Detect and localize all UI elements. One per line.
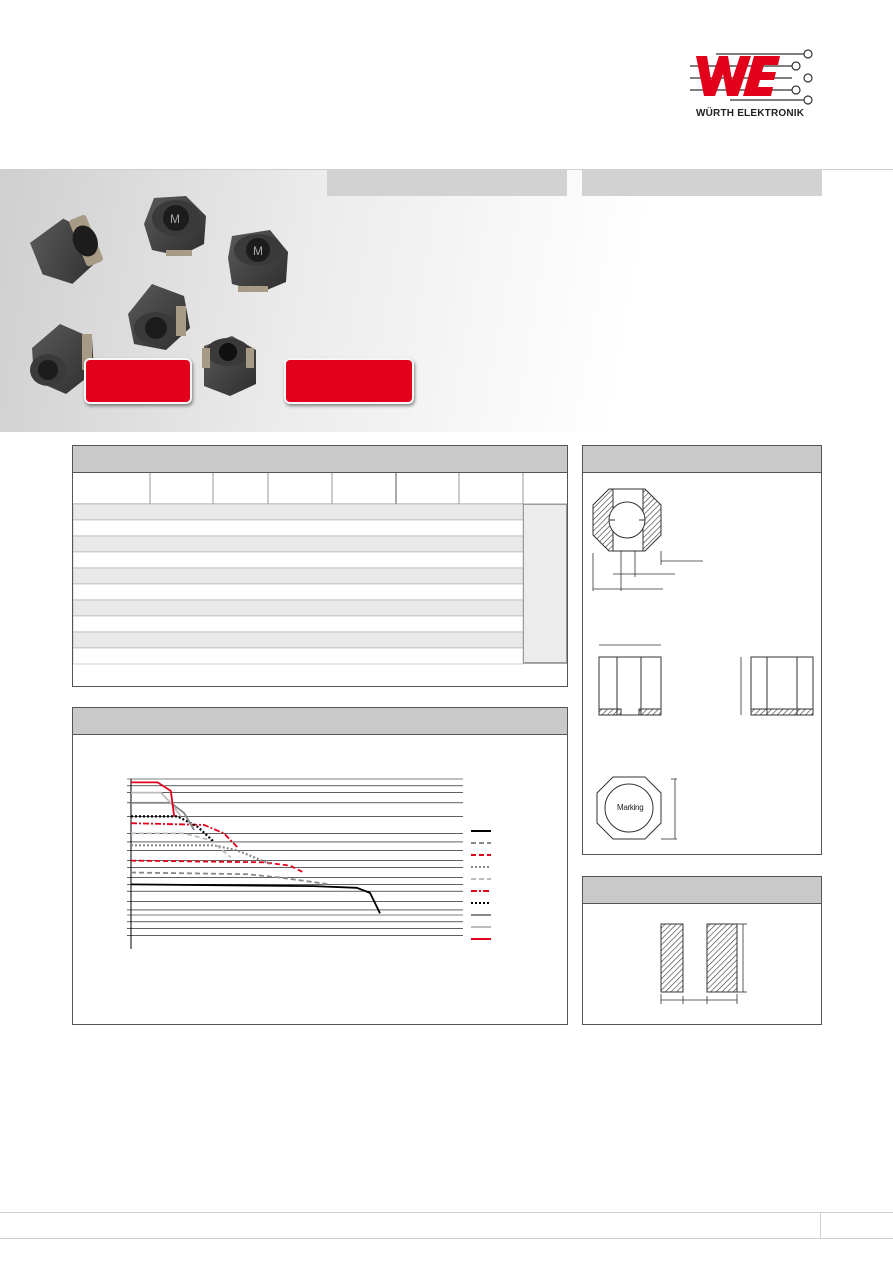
footer-bottom-divider [0,1238,893,1239]
table-row [73,648,523,664]
svg-text:M: M [170,212,180,226]
hero-tab-right [582,170,822,196]
hero-tab-left [327,170,567,196]
dimensions-header [583,446,821,473]
front-view-drawing [741,657,813,715]
table-row [73,520,523,536]
top-view-drawing [593,489,703,591]
land-pattern-drawing [583,904,821,1024]
chart-panel-header [73,708,567,735]
wurth-logo [676,46,824,122]
spec-table-header [73,446,567,473]
table-row [73,504,523,520]
table-row [73,616,523,632]
land-pattern-panel [582,876,822,1025]
series-line-7 [131,816,214,842]
we-logo-icon [676,46,824,106]
table-row [73,552,523,568]
table-row [73,632,523,648]
table-row [73,568,523,584]
series-line-3 [131,861,304,873]
series-line-6 [131,823,237,847]
hero-red-button-2[interactable] [284,358,414,404]
marking-label: Marking [617,803,644,812]
chart-panel [72,707,568,1025]
spec-table-grid [73,473,567,686]
dimensions-panel [582,445,822,855]
inductance-vs-current-chart [73,735,567,1024]
svg-text:M: M [253,244,263,258]
footer-page-divider [820,1212,821,1238]
series-line-1 [131,884,380,913]
side-view-drawing [599,645,661,715]
table-row [73,584,523,600]
table-row [73,536,523,552]
series-line-2 [131,873,330,885]
dimension-drawings [583,473,821,854]
brand-name: WÜRTH ELEKTRONIK [696,108,805,119]
footer-top-divider [0,1212,893,1213]
table-row [73,600,523,616]
spec-table-panel [72,445,568,687]
hero-red-button-1[interactable] [84,358,192,404]
land-pattern-header [583,877,821,904]
